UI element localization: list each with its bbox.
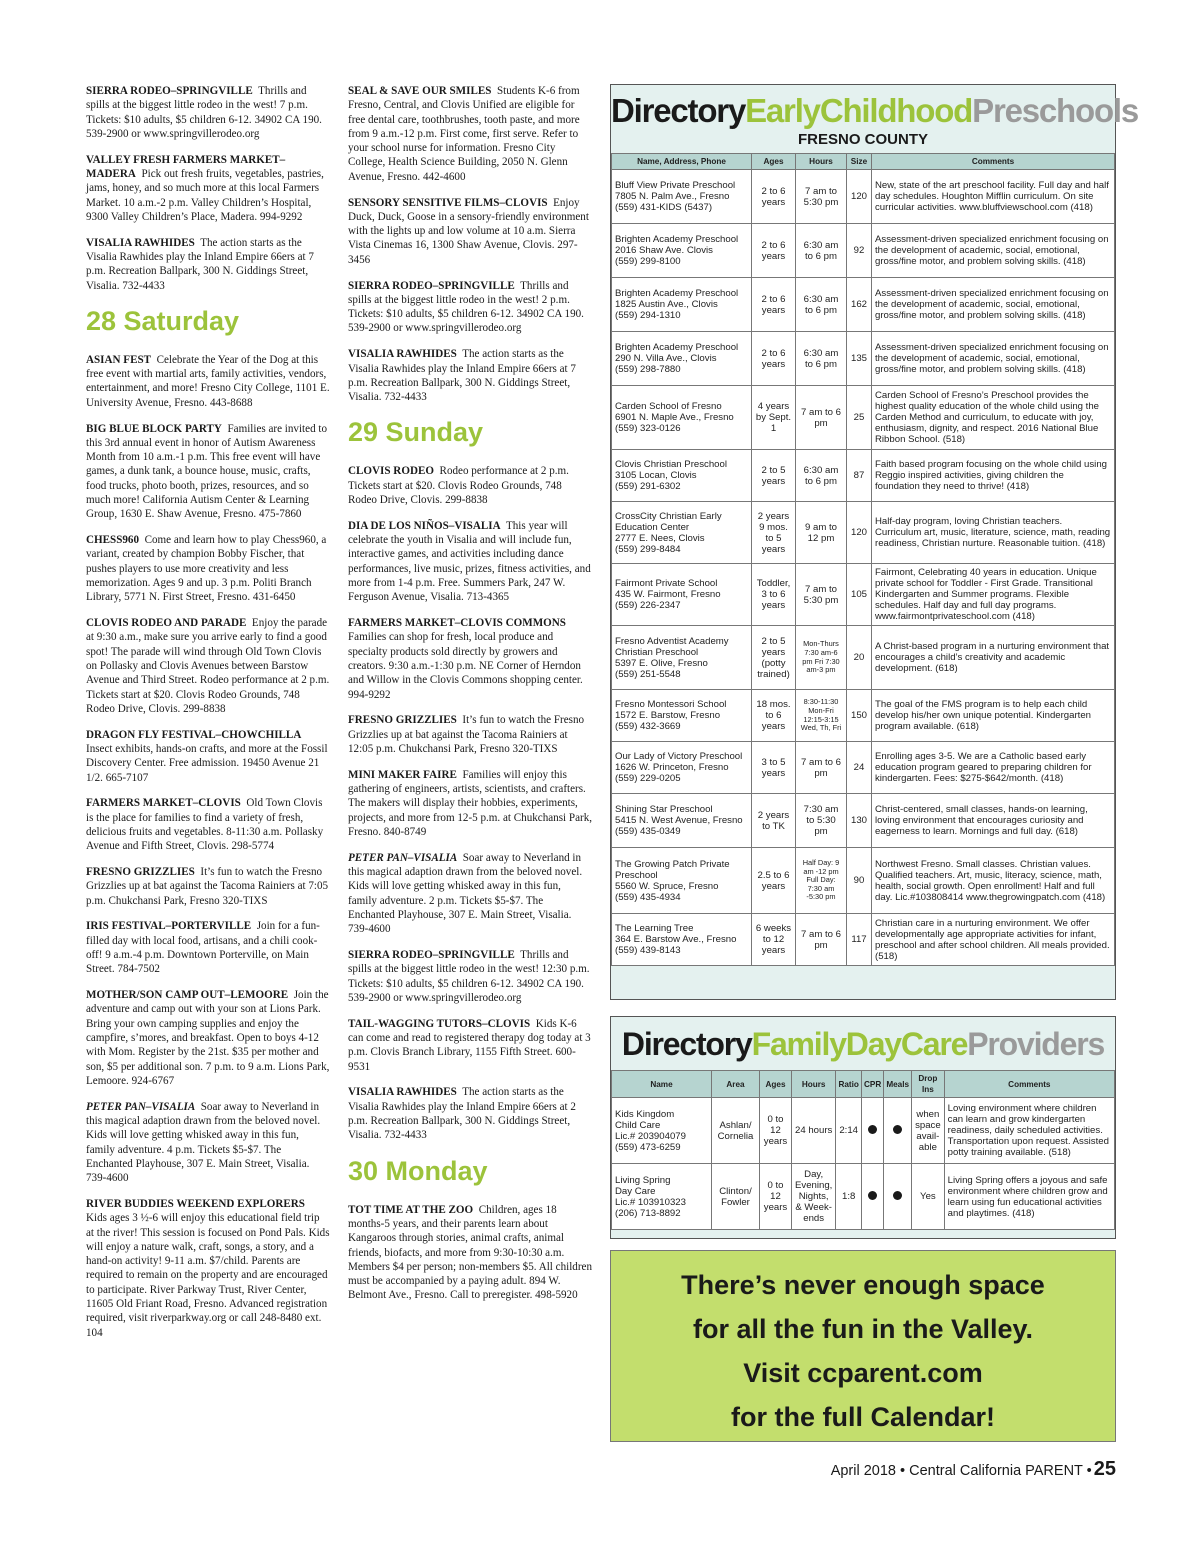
provider-name-cell bbox=[612, 1164, 712, 1230]
ages-cell: 4 years by Sept. 1 bbox=[752, 386, 796, 450]
calendar-column-1 bbox=[86, 84, 330, 1351]
provider-name: Living Spring bbox=[615, 1174, 671, 1186]
comments-cell: Fairmont, Celebrating 40 years in education. Unique private school for Toddler - First Grade. Transitional Kindergarten and Summer programs. Flexible schedules. Half day and full day programs. www.fairmontprivateschool.com (418) bbox=[872, 564, 1115, 626]
daycare-directory-title bbox=[611, 1025, 1115, 1063]
preschool-table bbox=[611, 153, 1115, 966]
hours-cell: 6:30 am to 6 pm bbox=[796, 224, 847, 278]
preschool-name-cell bbox=[612, 794, 752, 848]
provider-name: Kids Kingdom bbox=[615, 1108, 675, 1120]
provider-name2: Day Care bbox=[615, 1185, 656, 1197]
entry-text: Enjoy the parade at 9:30 a.m., make sure you arrive early to find a good spot! The parade will wind through Old Town Clovis on Pollasky and Clovis Avenues between Barstow Avenue and Third Street. Rodeo performance at 2 p.m. Tickets start at $20. Clovis Rodeo Grounds, 748 Rodeo Drive, Clovis. 299-8838 bbox=[86, 617, 330, 715]
preschool-name-cell bbox=[612, 690, 752, 742]
calendar-entry bbox=[86, 353, 330, 410]
dropins-cell: when space avail- able bbox=[912, 1098, 945, 1164]
comments-cell: Half-day program, loving Christian teachers. Curriculum art, music, literature, science, math, reading readiness, Christian nurture. Reasonable tuition. (418) bbox=[872, 502, 1115, 564]
preschool-name: Brighten Academy Preschool bbox=[615, 342, 739, 353]
preschool-name-cell bbox=[612, 564, 752, 626]
entry-text: Enjoy Duck, Duck, Goose in a sensory-friendly environment with the lights up and low volume at 10 a.m. Sierra Vista Cinemas 16, 1300 Shaw Avenue, Clovis. 297-3456 bbox=[348, 196, 589, 266]
table-row bbox=[612, 794, 1115, 848]
entry-group bbox=[348, 464, 592, 1142]
preschool-directory-title bbox=[611, 92, 1139, 130]
comments-cell: Assessment-driven specialized enrichment focusing on the development of academic, social, emotional, gross/fine motor, and problem solving skills. (418) bbox=[872, 224, 1115, 278]
entry-text: Join for a fun-filled day with local food, artisans, and a chili cook-off! 9 a.m.-4 p.m. Downtown Porterville, on Main Street. 784-7502 bbox=[86, 920, 320, 976]
entry-title: VISALIA RAWHIDES bbox=[348, 348, 457, 361]
cpr-cell bbox=[862, 1098, 884, 1164]
table-row bbox=[612, 690, 1115, 742]
daycare-table bbox=[611, 1070, 1115, 1230]
calendar-entry bbox=[348, 519, 592, 605]
calendar-entry bbox=[348, 279, 592, 336]
entry-text: Insect exhibits, hands-on crafts, and more at the Fossil Discovery Center. Free admission. 19450 Avenue 21 1/2. 665-7107 bbox=[86, 742, 328, 784]
table-row bbox=[612, 278, 1115, 332]
entry-text: Come and learn how to play Chess960, a variant, created by champion Bobby Fischer, that pushes players to use more creativity and less memorization. Ages 9 and up. 3 p.m. Politi Branch Library, 5771 N. First Street, Fresno. 431-6450 bbox=[86, 534, 327, 604]
entry-text: It’s fun to watch the Fresno Grizzlies up at bat against the Tacoma Rainiers at 7:05 p.m. Chukchansi Park, Fresno 320-TIXS bbox=[86, 866, 329, 907]
column-header: Ages bbox=[760, 1071, 792, 1098]
comments-cell: The goal of the FMS program is to help each child develop his/her own unique potential. Kindergarten program available. (618) bbox=[872, 690, 1115, 742]
entry-text: The action starts as the Visalia Rawhides play the Inland Empire 66ers at 7 p.m. Recreation Ballpark, 300 N. Giddings Street, Visalia. 732-4433 bbox=[86, 236, 314, 292]
table-row bbox=[612, 1164, 1115, 1230]
preschool-directory-subtitle: FRESNO COUNTY bbox=[797, 131, 928, 148]
size-cell: 135 bbox=[847, 332, 872, 386]
entry-text: Old Town Clovis is the place for families to find a variety of fresh, delicious fruits and vegetables. 8-11:30 a.m. Pollasky Avenue and Fifth Street, Clovis. 298-5774 bbox=[86, 797, 324, 853]
ages-cell: 18 mos. to 6 years bbox=[752, 690, 796, 742]
entry-text: Thrills and spills at the biggest little rodeo in the west! 12:30 p.m. Tickets: $10 adults, $5 children 6-12. 34902 CA 190. 539-2900 or www.springvillerodeo.org bbox=[348, 949, 590, 1004]
area-cell: Ashlan/ Cornelia bbox=[712, 1098, 760, 1164]
preschool-phone: (559) 432-3669 bbox=[615, 721, 681, 732]
comments-cell: Christ-centered, small classes, hands-on learning, loving environment that encourages curiosity and eagerness to learn. Mornings and full day. (618) bbox=[872, 794, 1115, 848]
preschool-phone: (559) 226-2347 bbox=[615, 600, 681, 611]
table-row bbox=[612, 332, 1115, 386]
provider-lic: Lic.# 203904079 bbox=[615, 1130, 686, 1142]
preschool-directory bbox=[610, 84, 1139, 1000]
preschool-addr: 5560 W. Spruce, Fresno bbox=[615, 880, 719, 892]
table-row bbox=[612, 502, 1115, 564]
hours-cell: 6:30 am to 6 pm bbox=[796, 278, 847, 332]
preschool-name-cell bbox=[612, 450, 752, 502]
comments-cell: New, state of the art preschool facility. Full day and half day schedules. Houghton Mifflin curriculum. On site curricular activities. www.bluffviewschool.com (418) bbox=[872, 170, 1115, 224]
promo-line: for all the fun in the Valley. bbox=[692, 1314, 1034, 1344]
size-cell: 117 bbox=[847, 914, 872, 966]
entry-title: TAIL-WAGGING TUTORS–CLOVIS bbox=[348, 1017, 531, 1030]
ages-cell: 2 to 6 years bbox=[752, 332, 796, 386]
table-row bbox=[612, 450, 1115, 502]
promo-line: for the full Calendar! bbox=[730, 1402, 995, 1432]
comments-cell: Loving environment where children can learn and grow kindergarten readiness, daily scheduled activities. Transportation upon request. Assisted potty training available. (518) bbox=[944, 1098, 1114, 1164]
calendar-entry bbox=[348, 84, 592, 184]
comments-cell: Enrolling ages 3-5. We are a Catholic based early education program geared to preparing children for kindergarten. Fees: $275-$642/month. (418) bbox=[872, 742, 1115, 794]
hours-cell: Mon-Thurs 7:30 am-6 pm Fri 7:30 am-3 pm bbox=[796, 626, 847, 690]
ages-cell: Toddler, 3 to 6 years bbox=[752, 564, 796, 626]
column-header: Drop Ins bbox=[912, 1071, 945, 1098]
entry-text: Families will enjoy this gathering of engineers, artists, scientists, and crafters. The makers will display their hobbies, experiments, projects, and more from 12-5 p.m. at Chukchansi Park, Fresno. 840-8749 bbox=[348, 768, 593, 838]
bullet-dot-icon bbox=[893, 1125, 902, 1134]
comments-cell: Living Spring offers a joyous and safe environment where children grow and learn using fun educational activities and playtimes. (418) bbox=[944, 1164, 1114, 1230]
hours-cell: 6:30 am to 6 pm bbox=[796, 450, 847, 502]
preschool-name-cell bbox=[612, 386, 752, 450]
entry-title: FARMERS MARKET–CLOVIS COMMONS bbox=[348, 617, 566, 630]
entry-title: SIERRA RODEO–SPRINGVILLE bbox=[348, 949, 515, 962]
preschool-name: Brighten Academy Preschool bbox=[615, 234, 739, 245]
table-row bbox=[612, 170, 1115, 224]
provider-name-cell bbox=[612, 1098, 712, 1164]
size-cell: 120 bbox=[847, 502, 872, 564]
entry-text: This year will celebrate the youth in Visalia and will include fun, interactive games, and activities including dance performances, live music, prizes, fitness activities, and more from 1-4 p.m. Free. Summers Park, 247 W. Ferguson Avenue, Visalia. 713-4365 bbox=[348, 519, 591, 604]
entry-text: Students K-6 from Fresno, Central, and Clovis Unified are eligible for free dental care, toothbrushes, tooth paste, and more from 9 a.m.-12 p.m. First come, first serve. Refer to your school nurse for information. Fresno City College, Health Science Building, 2050 N. Glenn Avenue, Fresno. 442-4600 bbox=[348, 85, 580, 183]
hours-cell: 7 am to 6 pm bbox=[796, 914, 847, 966]
size-cell: 87 bbox=[847, 450, 872, 502]
calendar-entry bbox=[348, 1085, 592, 1142]
calendar-entry bbox=[348, 1203, 592, 1303]
calendar-entry bbox=[86, 153, 330, 224]
entry-title: CLOVIS RODEO bbox=[348, 465, 434, 478]
column-header: Hours bbox=[796, 154, 847, 170]
calendar-entry bbox=[348, 347, 592, 404]
entry-title: PETER PAN–VISALIA bbox=[348, 851, 458, 864]
table-row bbox=[612, 386, 1115, 450]
entry-group bbox=[86, 84, 330, 293]
calendar-entry bbox=[348, 851, 592, 937]
calendar-entry bbox=[348, 616, 592, 702]
calendar-entry bbox=[348, 948, 592, 1005]
preschool-name-cell bbox=[612, 848, 752, 914]
comments-cell: Carden School of Fresno’s Preschool provides the highest quality education of the whole child using the Carden Method and curriculum, to educate with joy, enthusiasm, dignity, and respect. 2016 National Blue Ribbon School. (518) bbox=[872, 386, 1115, 450]
preschool-name-cell bbox=[612, 914, 752, 966]
title-word: Providers bbox=[967, 1026, 1105, 1062]
entry-text: Families can shop for fresh, local produce and specialty products sold directly by growers and creators. 9:30 a.m.-1:30 p.m. NE Corner of Herndon and Willow in the Clovis Commons shopping center. 994-9292 bbox=[348, 631, 583, 701]
daycare-directory bbox=[610, 1016, 1116, 1239]
entry-text: Kids K-6 can come and read to registered therapy dog today at 3 p.m. Clovis Branch Library, 1155 Fifth Street. 600-9531 bbox=[348, 1017, 591, 1073]
column-header: Ages bbox=[752, 154, 796, 170]
preschool-name-cell bbox=[612, 332, 752, 386]
column-header: Comments bbox=[872, 154, 1115, 170]
preschool-addr: 3105 Locan, Clovis bbox=[615, 470, 697, 481]
preschool-name-cell bbox=[612, 224, 752, 278]
entry-text: Soar away to Neverland in this magical adaption drawn from the beloved novel. Kids will love getting whisked away in this fun, family adventure. 4 p.m. Tickets $5-$7. The Enchanted Playhouse, 307 E. Main Street, Visalia. 739-4600 bbox=[86, 1100, 321, 1185]
calendar-entry bbox=[86, 988, 330, 1088]
calendar-entry bbox=[348, 196, 592, 267]
calendar-entry bbox=[86, 796, 330, 853]
preschool-phone: (559) 291-6302 bbox=[615, 481, 681, 492]
size-cell: 162 bbox=[847, 278, 872, 332]
comments-cell: Northwest Fresno. Small classes. Christian values. Qualified teachers. Art, music, literacy, science, math, health, social growth. Open enrollment! Half and full day. Lic.#103808414 www.thegrowingpatch.com (418) bbox=[872, 848, 1115, 914]
preschool-addr: 1572 E. Barstow, Fresno bbox=[615, 710, 721, 721]
calendar-entry bbox=[348, 713, 592, 756]
entry-text: Thrills and spills at the biggest little rodeo in the west! 2 p.m. Tickets: $10 adults, $5 children 6-12. 34902 CA 190. 539-2900 or www.springvillerodeo.org bbox=[348, 279, 584, 335]
calendar-entry bbox=[86, 865, 330, 908]
entry-title: SEAL & SAVE OUR SMILES bbox=[348, 85, 492, 97]
column-header: Hours bbox=[792, 1071, 836, 1098]
title-word: Directory bbox=[611, 92, 746, 129]
calendar-entry bbox=[86, 236, 330, 293]
entry-text: Celebrate the Year of the Dog at this free event with martial arts, family activities, vendors, entertainment, and more! Fresno City College, 1101 E. University Avenue, Fresno. 443-8688 bbox=[86, 353, 330, 409]
calendar-column-2 bbox=[348, 84, 592, 1314]
preschool-addr: 2777 E. Nees, Clovis bbox=[615, 532, 705, 544]
preschool-name: The Learning Tree bbox=[615, 923, 694, 934]
size-cell: 24 bbox=[847, 742, 872, 794]
table-header-row bbox=[612, 1071, 1115, 1098]
entry-group bbox=[348, 1203, 592, 1303]
entry-title: MINI MAKER FAIRE bbox=[348, 768, 457, 781]
preschool-phone: (559) 435-0349 bbox=[615, 826, 681, 837]
entry-text: Children, ages 18 months-5 years, and their parents learn about Kangaroos through stories, animal crafts, animal friends, biofacts, and more from 9:30-10:30 a.m. Members $4 per person; non-members $5. All children must be accompanied by a paying adult. 894 W. Belmont Ave., Fresno. Call to preregister. 498-5920 bbox=[348, 1203, 593, 1302]
day-heading-30-monday: 30 Monday bbox=[348, 1155, 488, 1186]
preschool-name: The Growing Patch Private Preschool bbox=[615, 858, 730, 881]
preschool-phone: (559) 323-0126 bbox=[615, 423, 681, 434]
entry-text: Kids ages 3 ½-6 will enjoy this educational field trip at the river! This session is focused on Pond Pals. Kids will enjoy a nature walk, craft, songs, a story, and a hand-on activity! 9-11 a.m. $7/child. Parents are required to remain on the property and are encouraged to participate. River Parkway Trust, River Center, 11605 Old Friant Road, Fresno. Advanced registration required, visit riverparkway.org or call 248-8480 ext. 104 bbox=[86, 1212, 330, 1339]
calendar-entry bbox=[86, 422, 330, 522]
table-row bbox=[612, 914, 1115, 966]
ages-cell: 2 years 9 mos. to 5 years bbox=[752, 502, 796, 564]
provider-name2: Child Care bbox=[615, 1119, 661, 1131]
preschool-addr: 435 W. Fairmont, Fresno bbox=[615, 589, 721, 600]
ratio-cell: 1:8 bbox=[836, 1164, 862, 1230]
preschool-phone: (559) 229-0205 bbox=[615, 773, 681, 784]
size-cell: 20 bbox=[847, 626, 872, 690]
column-header: CPR bbox=[862, 1071, 884, 1098]
ratio-cell: 2:14 bbox=[836, 1098, 862, 1164]
column-header: Ratio bbox=[836, 1071, 862, 1098]
day-heading-29-sunday: 29 Sunday bbox=[348, 417, 484, 448]
calendar-entry bbox=[86, 84, 330, 141]
preschool-name: Carden School of Fresno bbox=[615, 401, 722, 412]
preschool-addr: 5397 E. Olive, Fresno bbox=[615, 657, 708, 669]
preschool-name: Fresno Adventist Academy Christian Preschool bbox=[615, 635, 729, 658]
entry-title: MOTHER/SON CAMP OUT–LEMOORE bbox=[86, 989, 289, 1002]
entry-text: Soar away to Neverland in this magical adaption drawn from the beloved novel. Kids will love getting whisked away in this fun, family adventure. 2 p.m. Tickets $5-$7. The Enchanted Playhouse, 307 E. Main Street, Visalia. 739-4600 bbox=[348, 851, 583, 936]
entry-group bbox=[86, 353, 330, 1340]
preschool-name: Fairmont Private School bbox=[615, 578, 718, 589]
preschool-name: Shining Star Preschool bbox=[615, 804, 713, 815]
preschool-name-cell bbox=[612, 502, 752, 564]
title-word: Directory bbox=[621, 1026, 752, 1062]
table-row bbox=[612, 626, 1115, 690]
comments-cell: Faith based program focusing on the whole child using Reggio inspired activities, giving children the foundation they need to thrive! (418) bbox=[872, 450, 1115, 502]
column-header: Comments bbox=[944, 1071, 1114, 1098]
preschool-name-cell bbox=[612, 170, 752, 224]
preschool-addr: 1626 W. Princeton, Fresno bbox=[615, 762, 729, 773]
entry-title: FRESNO GRIZZLIES bbox=[348, 714, 457, 727]
entry-title: VISALIA RAWHIDES bbox=[348, 1086, 457, 1099]
table-row bbox=[612, 224, 1115, 278]
comments-cell: A Christ-based program in a nurturing environment that encourages a child’s creativity and academic development. (618) bbox=[872, 626, 1115, 690]
calendar-entry bbox=[86, 1100, 330, 1186]
hours-cell: 7 am to 6 pm bbox=[796, 386, 847, 450]
cpr-cell bbox=[862, 1164, 884, 1230]
ages-cell: 2 to 6 years bbox=[752, 278, 796, 332]
ages-cell: 0 to 12 years bbox=[760, 1098, 792, 1164]
entry-text: It’s fun to watch the Fresno Grizzlies up at bat against the Tacoma Rainiers at 12:05 p.m. Chukchansi Park, Fresno 320-TIXS bbox=[348, 714, 585, 755]
table-header-row bbox=[612, 154, 1115, 170]
comments-cell: Assessment-driven specialized enrichment focusing on the development of academic, social, emotional, gross/fine motor, and problem solving skills. (418) bbox=[872, 332, 1115, 386]
hours-cell: Day, Evening, Nights, & Week- ends bbox=[792, 1164, 836, 1230]
size-cell: 130 bbox=[847, 794, 872, 848]
size-cell: 25 bbox=[847, 386, 872, 450]
table-row bbox=[612, 564, 1115, 626]
calendar-entry bbox=[86, 919, 330, 976]
footer-text: April 2018 • Central California PARENT • bbox=[830, 1463, 1092, 1479]
provider-phone: (559) 473-6259 bbox=[615, 1141, 681, 1153]
promo-link-line[interactable]: Visit ccparent.com bbox=[743, 1358, 983, 1388]
entry-title: RIVER BUDDIES WEEKEND EXPLORERS bbox=[86, 1198, 305, 1210]
entry-title: FRESNO GRIZZLIES bbox=[86, 866, 195, 879]
size-cell: 120 bbox=[847, 170, 872, 224]
preschool-phone: (559) 435-4934 bbox=[615, 891, 681, 903]
entry-title: SIERRA RODEO–SPRINGVILLE bbox=[348, 279, 515, 292]
ages-cell: 3 to 5 years bbox=[752, 742, 796, 794]
size-cell: 150 bbox=[847, 690, 872, 742]
calendar-entry bbox=[86, 533, 330, 604]
preschool-name: Brighten Academy Preschool bbox=[615, 288, 739, 299]
bullet-dot-icon bbox=[868, 1125, 877, 1134]
ages-cell: 2.5 to 6 years bbox=[752, 848, 796, 914]
hours-cell: 7 am to 5:30 pm bbox=[796, 170, 847, 224]
meals-cell bbox=[884, 1164, 912, 1230]
preschool-phone: (559) 299-8100 bbox=[615, 256, 681, 267]
ages-cell: 2 to 5 years bbox=[752, 450, 796, 502]
size-cell: 92 bbox=[847, 224, 872, 278]
page-footer bbox=[831, 1458, 1116, 1481]
entry-group bbox=[348, 84, 592, 404]
entry-title: SIERRA RODEO–SPRINGVILLE bbox=[86, 85, 253, 97]
entry-title: FARMERS MARKET–CLOVIS bbox=[86, 797, 241, 810]
entry-title: DIA DE LOS NIÑOS–VISALIA bbox=[348, 519, 501, 532]
preschool-addr: 5415 N. West Avenue, Fresno bbox=[615, 815, 743, 826]
comments-cell: Christian care in a nurturing environment. We offer developmentally age appropriate activities for infant, preschool and after school children. All meals provided. (518) bbox=[872, 914, 1115, 966]
ages-cell: 6 weeks to 12 years bbox=[752, 914, 796, 966]
hours-cell: 7 am to 5:30 pm bbox=[796, 564, 847, 626]
entry-text: Families are invited to this 3rd annual event in honor of Autism Awareness Month from 10 a.m.-1 p.m. This free event will have games, a dunk tank, a bounce house, music, crafts, food trucks, photo booth, prizes, resources, and so much more! California Autism Center & Learning Group, 1630 E. Shaw Avenue, Fresno. 475-7860 bbox=[86, 422, 328, 521]
page-number: 25 bbox=[1093, 1458, 1116, 1480]
hours-cell: 7:30 am to 5:30 pm bbox=[796, 794, 847, 848]
entry-title: ASIAN FEST bbox=[86, 353, 152, 366]
entry-title: VALLEY FRESH FARMERS MARKET–MADERA bbox=[86, 153, 286, 180]
entry-title: SENSORY SENSITIVE FILMS–CLOVIS bbox=[348, 196, 548, 209]
calendar-entry bbox=[348, 1017, 592, 1074]
calendar-entry bbox=[86, 728, 330, 785]
hours-cell: 8:30-11:30 Mon-Fri 12:15-3:15 Wed, Th, Fri bbox=[796, 690, 847, 742]
preschool-name-cell bbox=[612, 278, 752, 332]
entry-text: Rodeo performance at 2 p.m. Tickets start at $20. Clovis Rodeo Grounds, 748 Rodeo Drive, Clovis. 299-8838 bbox=[348, 465, 569, 507]
entry-title: BIG BLUE BLOCK PARTY bbox=[86, 422, 222, 435]
title-word: FamilyDayCare bbox=[751, 1026, 968, 1062]
ages-cell: 0 to 12 years bbox=[760, 1164, 792, 1230]
preschool-name: Our Lady of Victory Preschool bbox=[615, 751, 743, 762]
entry-title: VISALIA RAWHIDES bbox=[86, 236, 195, 249]
size-cell: 90 bbox=[847, 848, 872, 914]
preschool-name: Clovis Christian Preschool bbox=[615, 459, 727, 470]
entry-title: PETER PAN–VISALIA bbox=[86, 1100, 196, 1113]
preschool-name: Bluff View Private Preschool bbox=[615, 180, 736, 191]
title-word: Preschools bbox=[972, 92, 1139, 129]
preschool-addr: 364 E. Barstow Ave., Fresno bbox=[615, 934, 737, 945]
provider-phone: (206) 713-8892 bbox=[615, 1207, 681, 1219]
entry-text: Join the adventure and camp out with your son at Lions Park. Bring your own camping supplies and enjoy the campfire, s’mores, and breakfast. Open to boys 4-12 with Mom. Register by the 21st. $35 per mother and son, $5 per additional son. 7 p.m. to 9 a.m. Lions Park, Lemoore. 924-6767 bbox=[86, 989, 330, 1087]
column-header: Name, Address, Phone bbox=[612, 154, 752, 170]
entry-title: TOT TIME AT THE ZOO bbox=[348, 1203, 474, 1216]
calendar-promo-box bbox=[610, 1250, 1116, 1442]
table-row bbox=[612, 1098, 1115, 1164]
ages-cell: 2 to 6 years bbox=[752, 224, 796, 278]
hours-cell: 7 am to 6 pm bbox=[796, 742, 847, 794]
preschool-phone: (559) 439-8143 bbox=[615, 945, 681, 956]
bullet-dot-icon bbox=[868, 1191, 877, 1200]
column-header: Area bbox=[712, 1071, 760, 1098]
preschool-phone: (559) 294-1310 bbox=[615, 310, 681, 321]
size-cell: 105 bbox=[847, 564, 872, 626]
table-row bbox=[612, 742, 1115, 794]
calendar-entry bbox=[86, 1197, 330, 1340]
preschool-name: CrossCity Christian Early Education Center bbox=[615, 510, 722, 533]
entry-title: CHESS960 bbox=[86, 534, 140, 547]
entry-text: Pick out fresh fruits, vegetables, pastries, jams, honey, and so much more at this local Farmers Market. 10 a.m.-2 p.m. Valley Children’s Hospital, 9300 Valley Children’s Place, Madera. 994-9292 bbox=[86, 167, 324, 223]
preschool-phone: (559) 251-5548 bbox=[615, 668, 681, 680]
hours-cell: 24 hours bbox=[792, 1098, 836, 1164]
preschool-addr: 290 N. Villa Ave., Clovis bbox=[615, 353, 717, 364]
ages-cell: 2 to 6 years bbox=[752, 170, 796, 224]
ages-cell: 2 to 5 years (potty trained) bbox=[752, 626, 796, 690]
calendar-entry bbox=[348, 464, 592, 507]
provider-lic: Lic.# 103910323 bbox=[615, 1196, 686, 1208]
hours-cell: 9 am to 12 pm bbox=[796, 502, 847, 564]
preschool-addr: 1825 Austin Ave., Clovis bbox=[615, 299, 718, 310]
column-header: Name bbox=[612, 1071, 712, 1098]
dropins-cell: Yes bbox=[912, 1164, 945, 1230]
entry-title: IRIS FESTIVAL–PORTERVILLE bbox=[86, 920, 252, 933]
calendar-entry bbox=[86, 616, 330, 716]
preschool-name-cell bbox=[612, 626, 752, 690]
preschool-addr: 2016 Shaw Ave. Clovis bbox=[615, 245, 713, 256]
bullet-dot-icon bbox=[893, 1191, 902, 1200]
hours-cell: 6:30 am to 6 pm bbox=[796, 332, 847, 386]
entry-text: The action starts as the Visalia Rawhides play the Inland Empire 66ers at 2 p.m. Recreation Ballpark, 300 N. Giddings Street, Visalia. 732-4433 bbox=[348, 1086, 576, 1142]
ages-cell: 2 years to TK bbox=[752, 794, 796, 848]
entry-title: CLOVIS RODEO AND PARADE bbox=[86, 617, 247, 630]
preschool-phone: (559) 299-8484 bbox=[615, 543, 681, 555]
entry-text: Thrills and spills at the biggest little rodeo in the west! 7 p.m. Tickets: $10 adults, $5 children 6-12. 34902 CA 190. 539-2900 or www.springvillerodeo.org bbox=[86, 85, 322, 140]
preschool-addr: 6901 N. Maple Ave., Fresno bbox=[615, 412, 734, 423]
preschool-addr: 7805 N. Palm Ave., Fresno bbox=[615, 191, 730, 202]
hours-cell: Half Day: 9 am -12 pm Full Day: 7:30 am -5:30 pm bbox=[796, 848, 847, 914]
title-word: EarlyChildhood bbox=[745, 92, 973, 129]
preschool-phone: (559) 431-KIDS (5437) bbox=[615, 202, 713, 213]
column-header: Size bbox=[847, 154, 872, 170]
preschool-phone: (559) 298-7880 bbox=[615, 364, 681, 375]
entry-text: The action starts as the Visalia Rawhides play the Inland Empire 66ers at 7 p.m. Recreation Ballpark, 300 N. Giddings Street, Visalia. 732-4433 bbox=[348, 348, 576, 404]
column-header: Meals bbox=[884, 1071, 912, 1098]
entry-title: DRAGON FLY FESTIVAL–CHOWCHILLA bbox=[86, 728, 302, 741]
promo-line: There’s never enough space bbox=[681, 1270, 1045, 1300]
calendar-entry bbox=[348, 768, 592, 839]
meals-cell bbox=[884, 1098, 912, 1164]
table-row bbox=[612, 848, 1115, 914]
area-cell: Clinton/ Fowler bbox=[712, 1164, 760, 1230]
day-heading-28-saturday: 28 Saturday bbox=[86, 305, 240, 336]
preschool-name: Fresno Montessori School bbox=[615, 699, 727, 710]
comments-cell: Assessment-driven specialized enrichment focusing on the development of academic, social, emotional, gross/fine motor, and problem solving skills. (418) bbox=[872, 278, 1115, 332]
preschool-name-cell bbox=[612, 742, 752, 794]
